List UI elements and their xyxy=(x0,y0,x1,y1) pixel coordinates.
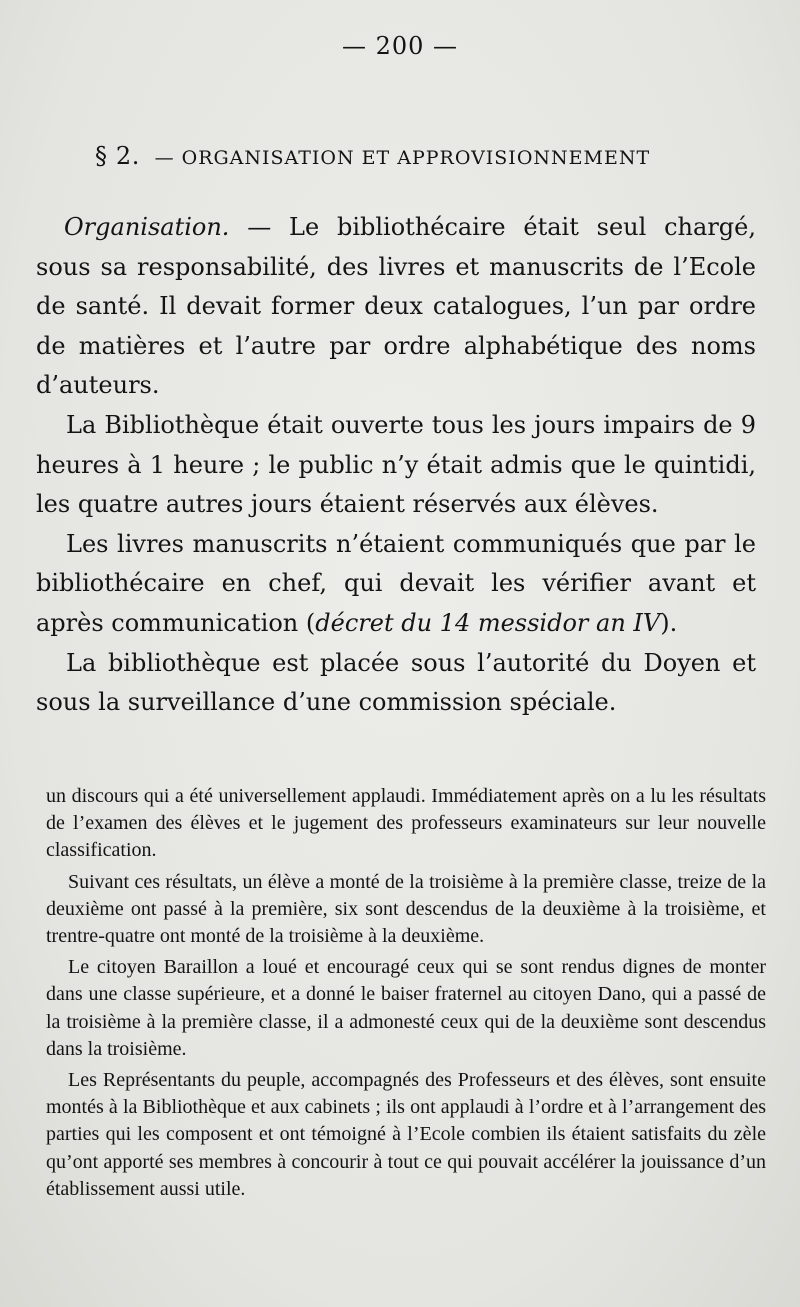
main-text-block xyxy=(36,208,756,723)
quoted-paragraph-resultats: Suivant ces résultats, un élève a monté de la troisième à la première classe, treize de la deuxième ont passé à la première, six sont descendus de la deuxième à la troisième, et trentre-quatre ont monté de la troisième à la deuxième. xyxy=(46,870,766,948)
paragraph-manuscripts xyxy=(36,525,756,644)
section-number: § 2. xyxy=(95,142,140,170)
decree-reference: décret du 14 messidor an IV xyxy=(315,608,661,637)
paragraph-text-manuscripts: Les livres manuscrits n’étaient communiqués que par le bibliothécaire en chef, qui devait les vérifier avant et après communication ( xyxy=(36,529,756,637)
quoted-paragraph-discours: un discours qui a été universellement applaudi. Immédiatement après on a lu les résultats de l’examen des élèves et le jugement des professeurs examinateurs sur leur nouvelle classification. xyxy=(46,785,766,862)
paragraph-authority: La bibliothèque est placée sous l’autorité du Doyen et sous la surveillance d’une commission spéciale. xyxy=(36,648,756,717)
paragraph-end-manuscripts: ). xyxy=(660,608,678,637)
paragraph-opening-hours: La Bibliothèque était ouverte tous les jours impairs de 9 heures à 1 heure ; le public n’y était admis que le quintidi, les quatre autres jours étaient réservés aux élèves. xyxy=(36,410,756,519)
paragraph-text-organisation: Le bibliothécaire était seul chargé, sous sa responsabilité, des livres et manuscrits de l’Ecole de santé. Il devait former deux catalogues, l’un par ordre de matières et l’autre par ordre alphabétique des noms d’auteurs. xyxy=(36,213,756,400)
section-title: — ORGANISATION ET APPROVISIONNEMENT xyxy=(154,147,651,169)
quoted-text-block xyxy=(46,783,766,1207)
quoted-paragraph-baraillon: Le citoyen Baraillon a loué et encouragé ceux qui se sont rendus dignes de monter dans une classe supérieure, et a donné le baiser fraternel au citoyen Dano, qui a passé de la troisième à la première classe, il a admonesté ceux qui de la deuxième sont descendus dans la troisième. xyxy=(46,956,766,1060)
paragraph-organisation xyxy=(36,208,756,406)
section-heading xyxy=(95,142,735,170)
quoted-paragraph-representants: Les Représentants du peuple, accompagnés des Professeurs et des élèves, sont ensuite montés à la Bibliothèque et aux cabinets ; ils ont applaudi à l’ordre et à l’arrangement des parties qui les composent et ont témoigné à l’Ecole combien ils étaient satisfaits du zèle qu’ont apporté ses membres à concourir à tout ce qui pouvait accélérer la jouissance d’un établissement aussi utile. xyxy=(46,1069,766,1200)
paragraph-lead-organisation: Organisation. — xyxy=(64,213,272,241)
page-number: — 200 — xyxy=(341,32,459,60)
